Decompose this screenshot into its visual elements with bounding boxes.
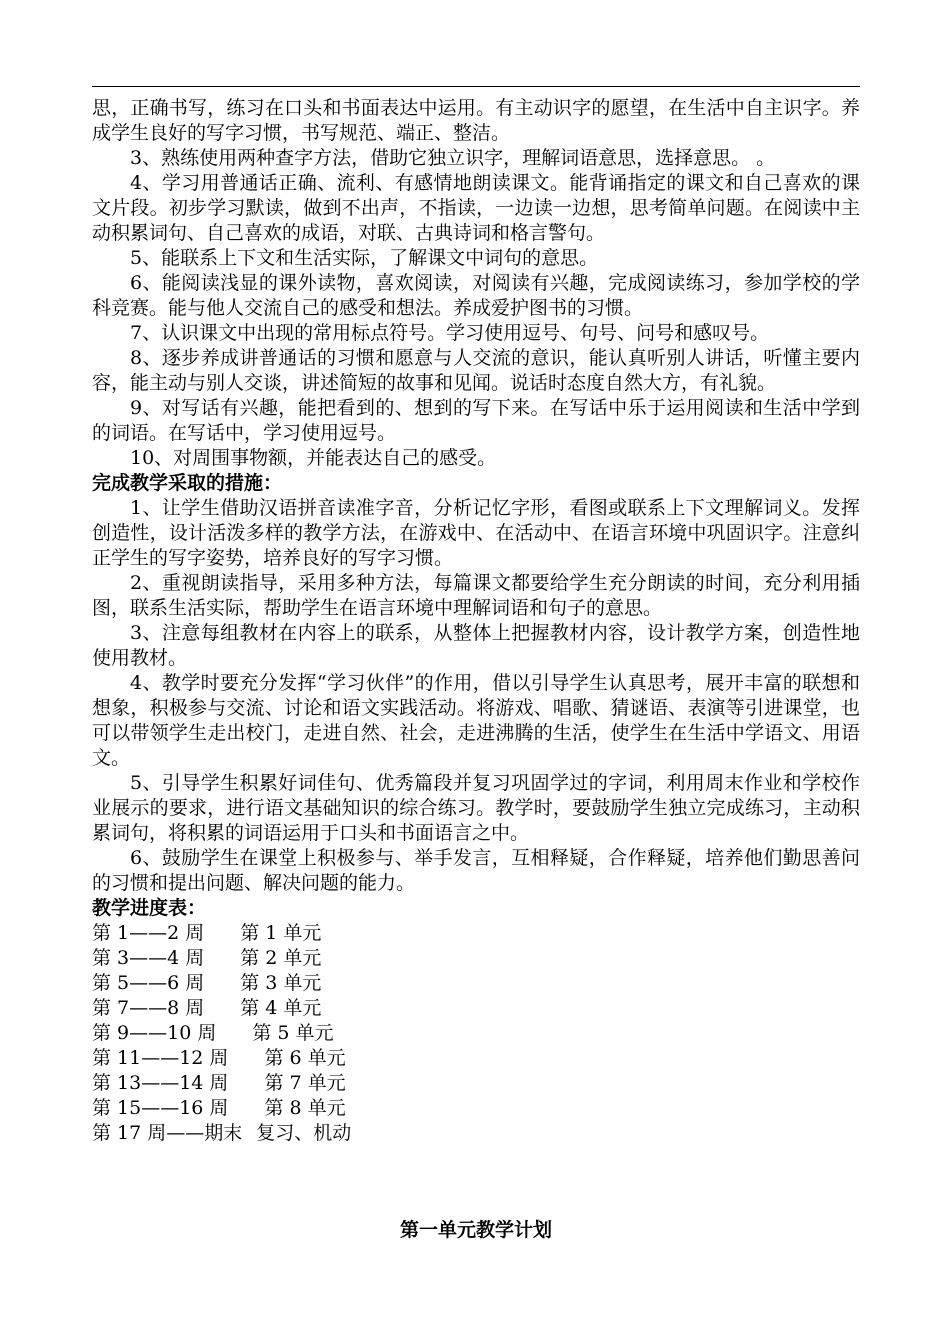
schedule-weeks: 第 1——2 周 [92, 922, 205, 944]
schedule-row [92, 1021, 860, 1046]
schedule-weeks: 第 15——16 周 [92, 1097, 229, 1119]
schedule-weeks: 第 7——8 周 [92, 997, 205, 1019]
measure-paragraph: 6、鼓励学生在课堂上积极参与、举手发言，互相释疑，合作释疑，培养他们勤思善问的习惯和提出问题、解决问题的能力。 [92, 847, 860, 894]
schedule-weeks: 第 11——12 周 [92, 1047, 229, 1069]
schedule-list [92, 921, 860, 1146]
goal-paragraph: 3、熟练使用两种查字方法，借助它独立识字，理解词语意思，选择意思。 。 [130, 147, 776, 169]
schedule-unit: 第 6 单元 [264, 1047, 346, 1069]
measure-paragraph: 2、重视朗读指导，采用多种方法，每篇课文都要给学生充分朗读的时间，充分利用插图，联系生活实际，帮助学生在语言环境中理解词语和句子的意思。 [92, 572, 860, 619]
schedule-unit: 第 8 单元 [264, 1097, 346, 1119]
header-rule [92, 86, 860, 87]
goal-paragraph: 思，正确书写，练习在口头和书面表达中运用。有主动识字的愿望，在生活中自主识字。养成学生良好的写字习惯，书写规范、端正、整洁。 [92, 97, 860, 144]
goal-paragraph: 9、对写话有兴趣，能把看到的、想到的写下来。在写话中乐于运用阅读和生活中学到的词语。在写话中，学习使用逗号。 [92, 397, 860, 444]
schedule-unit: 第 3 单元 [240, 972, 322, 994]
measure-paragraph: 1、让学生借助汉语拼音读准字音，分析记忆字形，看图或联系上下文理解词义。发挥创造性，设计活泼多样的教学方法，在游戏中、在活动中、在语言环境中巩固识字。注意纠正学生的写字姿势，培养良好的写字习惯。 [92, 497, 860, 569]
measures-heading: 完成教学采取的措施： [92, 472, 283, 494]
goal-paragraph: 6、能阅读浅显的课外读物，喜欢阅读，对阅读有兴趣，完成阅读练习，参加学校的学科竞赛。能与他人交流自己的感受和想法。养成爱护图书的习惯。 [92, 272, 860, 319]
schedule-weeks: 第 3——4 周 [92, 947, 205, 969]
schedule-row [92, 1071, 860, 1096]
schedule-unit: 第 4 单元 [240, 997, 322, 1019]
schedule-heading: 教学进度表： [92, 897, 207, 919]
schedule-row [92, 971, 860, 996]
measure-paragraph: 3、注意每组教材在内容上的联系，从整体上把握教材内容，设计教学方案，创造性地使用教材。 [92, 622, 860, 669]
schedule-row [92, 921, 860, 946]
schedule-unit: 第 7 单元 [264, 1072, 346, 1094]
schedule-row [92, 1046, 860, 1071]
goal-paragraph: 8、逐步养成讲普通话的习惯和愿意与人交流的意识，能认真听别人讲话，听懂主要内容，能主动与别人交谈，讲述简短的故事和见闻。说话时态度自然大方，有礼貌。 [92, 347, 860, 394]
schedule-row [92, 1096, 860, 1121]
measure-paragraph: 5、引导学生积累好词佳句、优秀篇段并复习巩固学过的字词，利用周末作业和学校作业展示的要求，进行语文基础知识的综合练习。教学时，要鼓励学生独立完成练习，主动积累词句，将积累的词语运用于口头和书面语言之中。 [92, 772, 860, 844]
schedule-unit: 复习、机动 [256, 1122, 352, 1144]
schedule-unit: 第 2 单元 [240, 947, 322, 969]
goal-paragraph: 4、学习用普通话正确、流利、有感情地朗读课文。能背诵指定的课文和自己喜欢的课文片段。初步学习默读，做到不出声，不指读，一边读一边想，思考简单问题。在阅读中主动积累词句、自己喜欢的成语，对联、古典诗词和格言警句。 [92, 172, 860, 244]
schedule-unit: 第 5 单元 [252, 1022, 334, 1044]
schedule-weeks: 第 17 周——期末 [92, 1122, 243, 1144]
schedule-row [92, 996, 860, 1021]
goal-paragraph: 7、认识课文中出现的常用标点符号。学习使用逗号、句号、问号和感叹号。 [130, 322, 770, 344]
schedule-weeks: 第 9——10 周 [92, 1022, 217, 1044]
goal-paragraph: 5、能联系上下文和生活实际，了解课文中词句的意思。 [130, 247, 599, 269]
schedule-unit: 第 1 单元 [240, 922, 322, 944]
schedule-weeks: 第 13——14 周 [92, 1072, 229, 1094]
goal-paragraph: 10、对周围事物额，并能表达自己的感受。 [130, 447, 497, 469]
schedule-weeks: 第 5——6 周 [92, 972, 205, 994]
schedule-row [92, 1121, 860, 1146]
measure-paragraph: 4、教学时要充分发挥“学习伙伴”的作用，借以引导学生认真思考，展开丰富的联想和想象，积极参与交流、讨论和语文实践活动。将游戏、唱歌、猜谜语、表演等引进课堂，也可以带领学生走出校门，走进自然、社会，走进沸腾的生活，使学生在生活中学语文、用语文。 [92, 672, 860, 769]
section-title: 第一单元教学计划 [399, 1219, 552, 1241]
document-body [92, 96, 860, 1146]
schedule-row [92, 946, 860, 971]
